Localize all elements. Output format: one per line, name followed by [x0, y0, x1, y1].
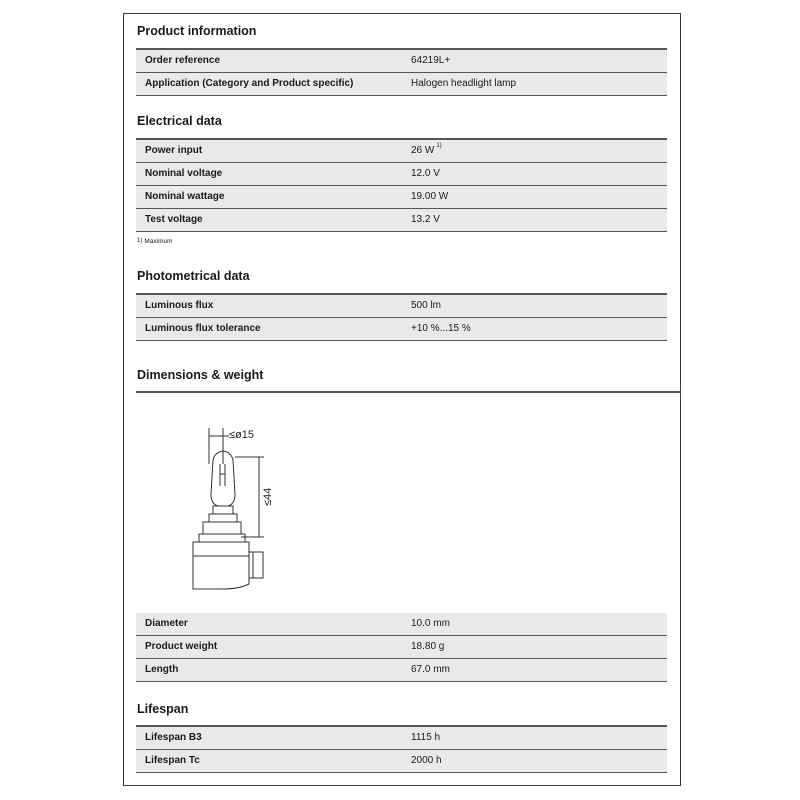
table-row	[136, 750, 667, 772]
bulb-base-ring	[199, 534, 245, 542]
row-label: Application (Category and Product specific)	[145, 78, 354, 89]
footnote-text: Maximum	[144, 238, 173, 245]
lamp-dimension-drawing	[179, 424, 339, 599]
bulb-base	[193, 542, 249, 589]
row-label: Length	[145, 664, 179, 675]
row-value: 13.2 V	[411, 214, 440, 225]
table-row	[136, 50, 667, 72]
row-value: 12.0 V	[411, 168, 440, 179]
table-row	[136, 659, 667, 681]
bulb-collar	[209, 514, 237, 522]
row-value: 2000 h	[411, 755, 442, 766]
row-label: Power input	[145, 145, 203, 156]
row-value: 10.0 mm	[411, 618, 450, 629]
row-divider	[136, 772, 667, 773]
bulb-neck	[213, 506, 233, 514]
row-divider	[136, 95, 667, 96]
row-value: 64219L+	[411, 55, 451, 66]
table-row	[136, 636, 667, 658]
row-label: Luminous flux tolerance	[145, 323, 261, 334]
row-label: Nominal wattage	[145, 191, 225, 202]
row-divider	[136, 231, 667, 232]
table-row	[136, 140, 667, 162]
table-row	[136, 318, 667, 340]
diameter-label: ≤ø15	[229, 429, 254, 441]
section-title-dimensions-weight: Dimensions & weight	[137, 368, 264, 382]
filament	[220, 464, 225, 486]
footnote	[137, 238, 173, 245]
bulb-flange	[203, 522, 241, 534]
row-label: Lifespan B3	[145, 732, 202, 743]
row-value: 19.00 W	[411, 191, 449, 202]
table-row	[136, 613, 667, 635]
table-row	[136, 295, 667, 317]
row-value: +10 %...15 %	[411, 323, 471, 334]
row-label: Nominal voltage	[145, 168, 223, 179]
row-divider	[136, 340, 667, 341]
row-label: Diameter	[145, 618, 188, 629]
table-row	[136, 73, 667, 95]
row-value: 500 lm	[411, 300, 442, 311]
length-label: ≤44	[262, 487, 274, 506]
section-title-photometrical-data: Photometrical data	[137, 269, 250, 283]
table-row	[136, 209, 667, 231]
row-label: Luminous flux	[145, 300, 214, 311]
row-label: Product weight	[145, 641, 218, 652]
section-title-electrical-data: Electrical data	[137, 114, 222, 128]
table-row	[136, 163, 667, 185]
row-value	[411, 145, 442, 156]
row-divider	[136, 681, 667, 682]
footnote-mark: 1)	[137, 238, 143, 244]
section-title-product-information: Product information	[137, 24, 257, 38]
row-value: 67.0 mm	[411, 664, 450, 675]
row-label: Test voltage	[145, 214, 203, 225]
row-label: Lifespan Tc	[145, 755, 200, 766]
row-label: Order reference	[145, 55, 221, 66]
section-rule	[136, 391, 681, 393]
table-row	[136, 727, 667, 749]
footnote-ref: 1)	[436, 143, 442, 149]
connector	[249, 552, 263, 578]
row-value: 1115 h	[411, 732, 441, 743]
table-row	[136, 186, 667, 208]
datasheet	[123, 13, 681, 786]
section-title-lifespan: Lifespan	[137, 702, 189, 716]
row-value: 18.80 g	[411, 641, 445, 652]
power-value: 26 W	[411, 145, 435, 156]
row-value: Halogen headlight lamp	[411, 78, 517, 89]
